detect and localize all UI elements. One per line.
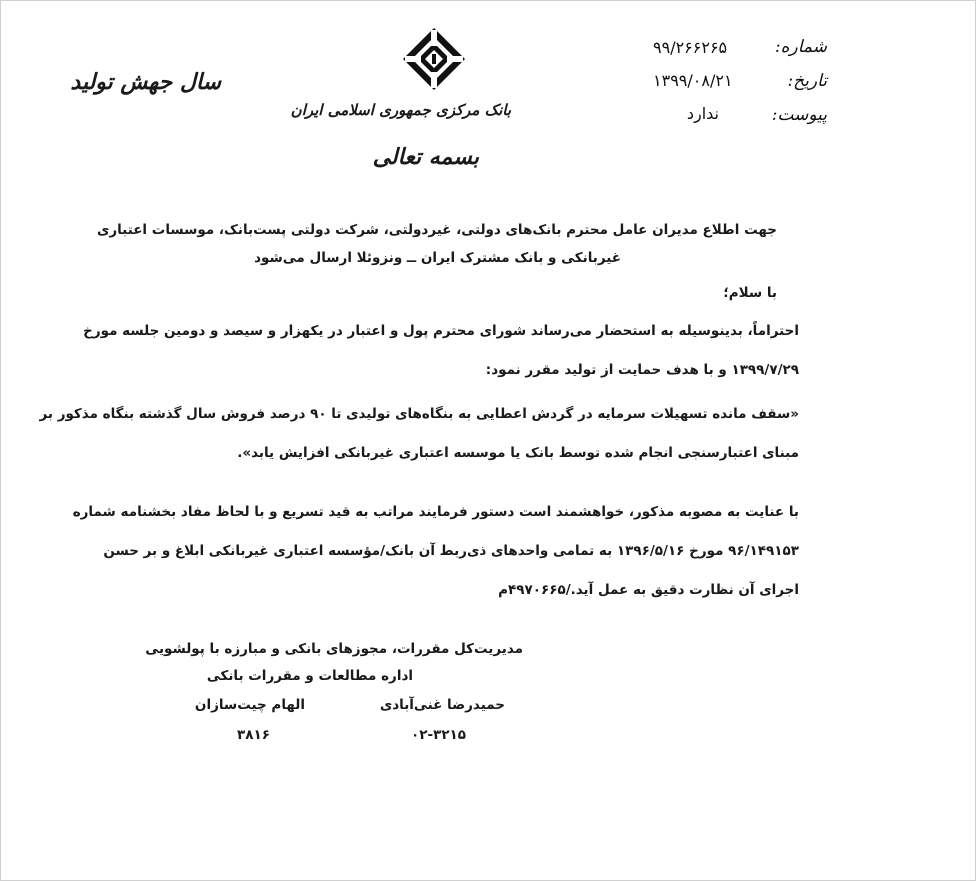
central-bank-logo-icon [401, 26, 467, 92]
signer2-ext: ۳۸۱۶ [237, 727, 270, 743]
signature-office: اداره مطالعات و مقررات بانکی [206, 668, 413, 684]
signature-department: مدیریت‌کل مقررات، مجوزهای بانکی و مبارزه با پولشویی [145, 641, 523, 657]
date-label: تاریخ: [787, 71, 827, 91]
number-label: شماره: [774, 37, 827, 57]
quote-line-2: مبنای اعتبارسنجی انجام شده توسط بانک یا موسسه اعتباری غیربانکی افزایش یابد». [237, 445, 799, 461]
attachment-value: ندارد [686, 104, 719, 123]
greeting: با سلام؛ [723, 285, 777, 301]
paragraph2-line-3: اجرای آن نظارت دقیق به عمل آید./۴۹۷۰۶۶۵م [498, 582, 799, 598]
paragraph2-line-2: ۹۶/۱۴۹۱۵۳ مورخ ۱۳۹۶/۵/۱۶ به تمامی واحدهای ذی‌ربط آن بانک/مؤسسه اعتباری غیربانکی ابلاغ و بر حسن [103, 543, 799, 559]
number-value: ۹۹/۲۶۶۲۶۵ [653, 38, 728, 57]
recipients-line-1: جهت اطلاع مدیران عامل محترم بانک‌های دولتی، غیردولتی، شرکت دولتی پست‌بانک، موسسات اعتباری [96, 222, 777, 238]
quote-line-1: «سقف مانده تسهیلات سرمایه در گردش اعطایی به بنگاه‌های تولیدی تا ۹۰ درصد فروش سال گذشته بنگاه مذکور بر [39, 406, 799, 422]
signer1-ext: ۰۲-۳۲۱۵ [411, 727, 467, 743]
bank-name: بانک مرکزی جمهوری اسلامی ایران [290, 101, 511, 119]
signer1-name: حمیدرضا غنی‌آبادی [379, 697, 505, 713]
recipients-line-2: غیربانکی و بانک مشترک ایران ــ ونزوئلا ارسال می‌شود [254, 250, 621, 266]
paragraph1-line-1: احتراماً، بدینوسیله به استحضار می‌رساند شورای محترم پول و اعتبار در یکهزار و سیصد و دومین جلسه مورخ [83, 323, 799, 339]
paragraph2-line-1: با عنایت به مصوبه مذکور، خواهشمند است دستور فرمایند مراتب به قید تسریع و با لحاظ مفاد بخشنامه شماره [72, 504, 799, 520]
slogan: سال جهش تولید [70, 69, 221, 95]
paragraph1-line-2: ۱۳۹۹/۷/۲۹ و با هدف حمایت از تولید مقرر نمود: [485, 362, 799, 378]
basmala: بسمه تعالی [372, 144, 479, 170]
attachment-label: پیوست: [771, 105, 827, 125]
date-value: ۱۳۹۹/۰۸/۲۱ [653, 71, 733, 90]
signer2-name: الهام چیت‌سازان [194, 697, 305, 713]
